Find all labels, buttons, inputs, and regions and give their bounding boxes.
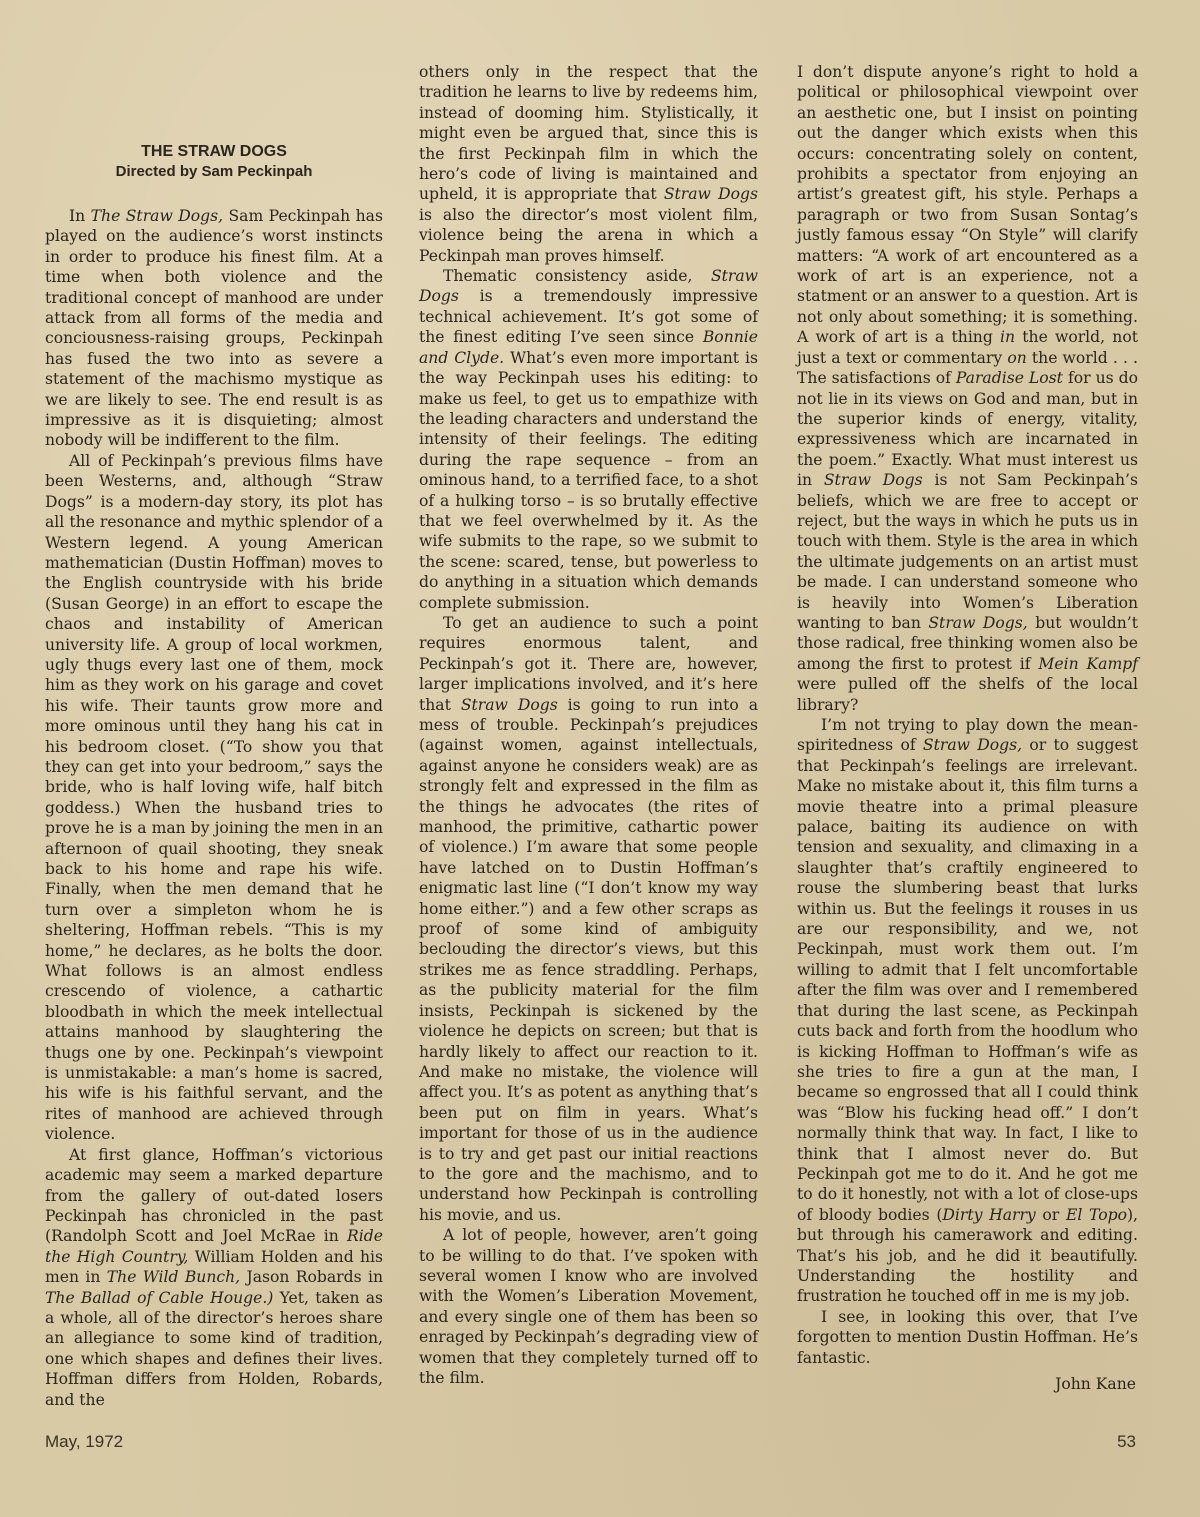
issue-date: May, 1972 bbox=[45, 1432, 124, 1451]
italic-title: Paradise Lost bbox=[955, 369, 1063, 388]
column-3 bbox=[797, 62, 1138, 1394]
author-signature: John Kane bbox=[1055, 1375, 1136, 1393]
paragraph: To get an audience to such a point requires enormous talent, and Peckinpah’s got it. There are, however, larger implications involved, and it’s here that Straw Dogs is going to run into a mess of trouble. Peckinpah’s prejudices (against women, against intellectuals, against anyone he considers weak) are as strongly felt and expressed in the film as the things he advocates (the rites of manhood, the primitive, cathartic power of violence.) I’m aware that some people have latched on to Dustin Hoffman’s enigmatic last line (“I don’t know my way home either.”) and a few other scraps as proof of some kind of ambiguity beclouding the director’s views, but this strikes me as fence straddling. Perhaps, as the publicity material for the film insists, Peckinpah is sickened by the violence he depicts on screen; but that is hardly likely to affect our reaction to it. And make no mistake, the violence will affect you. It’s as potent as anything that’s been put on film in years. What’s important for those of us in the audience is to try and get past our initial reactions to the gore and the machismo, and to understand how Peckinpah is controlling his movie, and us. bbox=[419, 613, 758, 1224]
italic-title: Straw Dogs bbox=[663, 185, 758, 204]
paragraph: A lot of people, however, aren’t going to be willing to do that. I’ve spoken with several women I know who are involved with the Women’s Liberation Movement, and every single one of them has been so enraged by Peckinpah’s degrading view of women that they completely turned off to the film. bbox=[419, 1226, 758, 1387]
italic-title: Dirty Harry bbox=[942, 1205, 1036, 1224]
italic-title: Straw Dogs bbox=[460, 695, 558, 714]
paragraph: I see, in looking this over, that I’ve forgotten to mention Dustin Hoffman. He’s fantastic. bbox=[797, 1307, 1138, 1367]
paragraph: I’m not trying to play down the mean-spiritedness of Straw Dogs, or to suggest that Peckinpah’s feelings are irrelevant. Make no mistake about it, this film turns a movie theatre into a primal pleasure palace, baiting its audience on with tension and sexuality, and climaxing in a slaughter that’s craftily engineered to rouse the slumbering beast that lurks within us. But the feelings it rouses in us are our responsibility, and we, not Peckinpah, must work them out. I’m willing to admit that I felt uncomfortable after the film was over and I remembered that during the last scene, as Peckinpah cuts back and forth from the hoodlum who is kicking Hoffman to Hoffman’s wife as she tries to fire a gun at the man, I became so engrossed that all I could think was “Blow his fucking head off.” I don’t normally think that way. In fact, I like to think that I almost never do. But Peckinpah got me to do it. And he got me to do it honestly, not with a lot of close-ups of bloody bodies (Dirty Harry or El Topo), but through his camerawork and editing. That’s his job, and he did it beautifully. Understanding the hostility and frustration he touched off in me is my job. bbox=[797, 716, 1139, 1306]
paragraph: Thematic consistency aside, Straw Dogs is a tremendously impressive technical achievement. It’s got some of the finest editing I’ve seen since Bonnie and Clyde. What’s even more important is the way Peckinpah uses his editing: to make us feel, to get us to empathize with the leading characters and understand the intensity of their feelings. The editing during the rape sequence – from an ominous hand, to a terrified face, to a shot of a hulking torso – is so brutally effective that we feel overwhelmed by it. As the wife submits to the rape, so we submit to the scene: scared, tense, but powerless to do anything in a situation which demands complete submission. bbox=[419, 267, 758, 612]
italic-title: in bbox=[1000, 328, 1016, 347]
article-title: THE STRAW DOGS bbox=[141, 143, 287, 160]
italic-title: Mein Kampf bbox=[1038, 654, 1138, 673]
paragraph-continued: others only in the respect that the tradition he learns to live by redeems him, instead of dooming him. Stylistically, it might even be argued that, since this is the first Peckinpah film in which the hero’s code of living is maintained and upheld, it is appropriate that Straw Dogs is also the director’s most violent film, violence being the arena in which a Peckinpah man proves himself. bbox=[419, 63, 758, 265]
italic-title: Bonnie and Clyde. bbox=[419, 328, 758, 367]
italic-title: on bbox=[1007, 348, 1027, 367]
paragraph: At first glance, Hoffman’s victorious academic may seem a marked departure from the gallery of out-dated losers Peckinpah has chronicled in the past (Randolph Scott and Joel McRae in Ride the High Country, William Holden and his men in The Wild Bunch, Jason Robards in The Ballad of Cable Houge.) Yet, taken as a whole, all of the director’s heroes share an allegiance to some kind of tradition, one which shapes and defines their lives. Hoffman differs from Holden, Robards, and the bbox=[45, 1145, 383, 1409]
italic-title: El Topo bbox=[1065, 1205, 1127, 1224]
article-headline bbox=[45, 142, 383, 182]
column-2 bbox=[419, 62, 758, 1388]
italic-title: Straw Dogs, bbox=[922, 736, 1023, 755]
italic-title: The Ballad of Cable Houge.) bbox=[45, 1288, 274, 1307]
paragraph-continued: I don’t dispute anyone’s right to hold a political or philosophical viewpoint over an aesthetic one, but I insist on pointing out the danger which exists when this occurs: concentrating solely on content, prohibits a spectator from enjoying an artist’s greatest gift, his style. Perhaps a paragraph or two from Susan Sontag’s justly famous essay “On Style” will clarify matters: “A work of art encountered as a work of art is an experience, not a statment or an answer to a question. Art is not only about something; it is something. A work of art is a thing in the world, not just a text or commentary on the world . . . The satisfactions of Paradise Lost for us do not lie in its views on God and man, but in the superior kinds of energy, vitality, expressiveness which are incarnated in the poem.” Exactly. What must interest us in Straw Dogs is not Sam Peckinpah’s beliefs, which we are free to accept or reject, but the ways in which he puts us in touch with them. Style is the area in which the ultimate judgements on an artist must be made. I can understand someone who is heavily into Women’s Liberation wanting to ban Straw Dogs, but wouldn’t those radical, free thinking women also be among the first to protest if Mein Kampf were pulled off the shelfs of the local library? bbox=[797, 63, 1138, 714]
column-1 bbox=[45, 142, 383, 1410]
article-subtitle: Directed by Sam Peckinpah bbox=[115, 163, 313, 180]
paragraph: In The Straw Dogs, Sam Peckinpah has played on the audience’s worst instincts in order to produce his finest film. At a time when both violence and the traditional concept of manhood are under attack from all forms of the media and conciousness-raising groups, Peckinpah has fused the two into as severe a statement of the machismo mystique as we are likely to see. The end result is as impressive as it is disquieting; almost nobody will be indifferent to the film. bbox=[45, 207, 383, 450]
italic-title: The Wild Bunch, bbox=[106, 1268, 241, 1287]
page-number: 53 bbox=[1117, 1432, 1136, 1451]
italic-title: Straw Dogs, bbox=[928, 613, 1028, 632]
italic-title: Ride the High Country, bbox=[45, 1227, 383, 1266]
paragraph: All of Peckinpah’s previous films have been Westerns, and, although “Straw Dogs” is a modern-day story, its plot has all the resonance and mythic splendor of a Western legend. A young American mathematician (Dustin Hoffman) moves to the English countryside with his bride (Susan George) in an effort to escape the chaos and instability of American university life. A group of local workmen, ugly thugs every last one of them, mock him as they work on his garage and covet his wife. Their taunts grow more and more ominous until they hang his cat in his bedroom closet. (“To show you that they can get into your bedroom,” says the bride, who is half loving wife, half bitch goddess.) When the husband tries to prove he is a man by joining the men in an afternoon of quail shooting, they sneak back to his home and rape his wife. Finally, when the men demand that he turn over a simpleton whom he is sheltering, Hoffman rebels. “This is my home,” he declares, as he bolts the door. What follows is an almost endless crescendo of violence, a cathartic bloodbath in which the meek intellectual attains manhood by slaughtering the thugs one by one. Peckinpah’s viewpoint is unmistakable: a man’s home is sacred, his wife is his faithful servant, and the rites of manhood are achieved through violence. bbox=[45, 451, 383, 1144]
italic-title: The Straw Dogs, bbox=[90, 207, 224, 225]
italic-title: Straw Dogs bbox=[419, 267, 758, 306]
italic-title: Straw Dogs bbox=[823, 471, 923, 490]
